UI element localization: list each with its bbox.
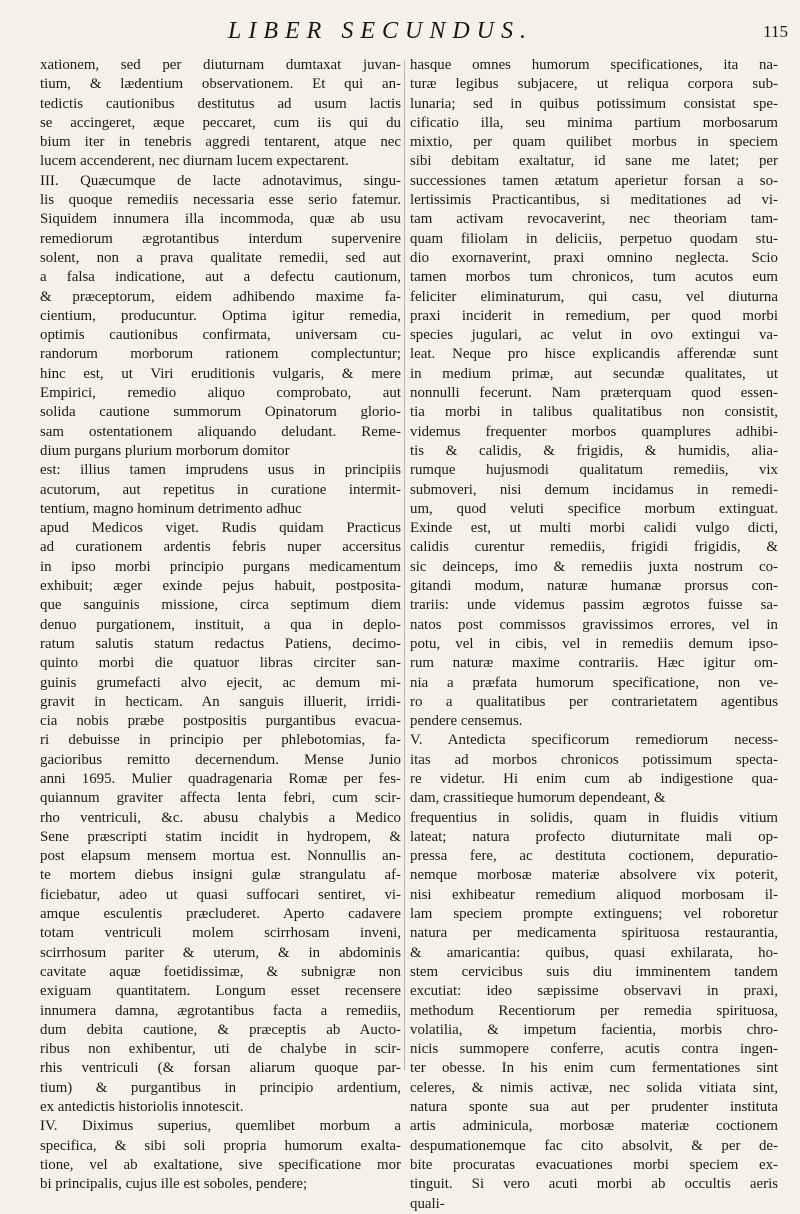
text-line: rhis ventriculi (& forsan aliarum quoque par- [40,1060,401,1077]
text-line: bium iter in tenebris aggredi tentarent, atque nec [40,134,401,151]
text-line: frequentius in solidis, quam in fluidis vitium [410,809,778,826]
text-line: optimis cautionibus confirmata, universam cu- [40,327,401,344]
text-line: tium) & purgantibus in principio ardentium, [40,1079,401,1096]
text-line: cavitate aquæ foetidissimæ, & subnigræ non [40,963,401,980]
text-line: a falsa indicatione, aut a defectu cautionum, [40,269,401,286]
text-line: tam activam revocaverint, nec theoriam tam- [410,211,778,228]
text-line: sibi debitam exaltatur, id sane me latet; per [410,153,778,170]
text-line: praxi inciderit in remedium, per quod morbi [410,307,778,324]
text-line: in medium primæ, aut secundæ qualitates, ut [410,365,778,382]
text-line: ad curationem ardentis febris nuper accersitus [40,539,401,556]
text-line: denuo purgationem, instituit, a qua in deplo- [40,616,401,633]
text-line: natura per medicamenta spirituosa restaurantia, [410,925,778,942]
text-line: tia morbi in talibus qualitatibus non consistit, [410,404,778,421]
right-text-column [410,56,778,1214]
text-line: post elapsum mensem mortua est. Nonnullis an- [40,848,401,865]
text-line: gitandi modum, naturæ humanæ prorsus con- [410,578,778,595]
text-line: tium, & lædentium observationem. Et qui an- [40,76,401,93]
text-line: & præceptorum, eidem adhibendo maxime fa- [40,288,401,305]
text-line: Siquidem innumera illa incommoda, quæ ab usu [40,211,401,228]
text-line: totam ventriculi molem scirrhosam inveni, [40,925,401,942]
text-line: nisi exhibeatur remedium aliquod morbosam il- [410,886,778,903]
text-line: ribus non exhibentur, uti de chalybe in scir- [40,1041,401,1058]
text-line: re videtur. Hi enim cum ab indigestione qua- [410,770,778,787]
text-line: ter obesse. In his enim cum fermentationes sint [410,1060,778,1077]
text-line: solent, non a prava qualitate remedii, sed aut [40,249,401,266]
running-head [38,14,788,50]
text-line: gravit in hecticam. An sanguis illuerit, irridi- [40,693,401,710]
text-line: stem cervicibus suis diu imminentem tandem [410,963,778,980]
text-line: lertissimis Practicantibus, si meditationes ad vi- [410,192,778,209]
text-line: Empirici, remedio aliquo comprobato, aut [40,385,401,402]
text-line: V. Antedicta specificorum remediorum necess- [410,732,778,749]
text-line: volatilia, & impetum facientia, morbis chro- [410,1021,778,1038]
text-line: lucem accenderent, nec diurnam lucem expectarent. [40,153,349,170]
text-line: nemque morbosæ materiæ absolvere vix poterit, [410,867,778,884]
text-line: ex antedictis historiolis innotescit. [40,1099,244,1116]
text-line: IV. Diximus superius, quemlibet morbum a [40,1118,401,1135]
text-line: remediorum ægrotantibus interdum supervenire [40,230,401,247]
text-line: leat. Neque pro hisce explicandis afferendæ sunt [410,346,778,363]
text-line: submoveri, nisi demum incidamus in remedi- [410,481,778,498]
text-line: guinis grumefacti alvo ejecit, ac demum mi- [40,674,401,691]
text-line: rho ventriculi, &c. abusu chalybis a Medico [40,809,401,826]
text-line: sic deinceps, imo & remediis juxta nostrum co- [410,558,778,575]
text-line: Sene præscripti statim incidit in hydropem, & [40,828,401,845]
text-line: tentium, magno hominum detrimento adhuc [40,500,302,517]
text-line: quali- [410,1195,445,1212]
text-line: excutiat: ideo sæpissime observavi in praxi, [410,983,778,1000]
text-line: videmus frequenter morbos quamplures adhibi- [410,423,778,440]
text-line: III. Quæcumque de lacte adnotavimus, singu- [40,172,401,189]
text-line: acutorum, aut repetitus in curatione intermit- [40,481,401,498]
text-line: ficiebatur, adeo ut quasi suffocari sentiret, vi- [40,886,401,903]
text-line: natura sponte sua aut per prudenter instituta [410,1099,778,1116]
text-line: ro a qualitatibus per contrarietatem agentibus [410,693,778,710]
text-line: cificatio illa, seu minima partium morbosarum [410,114,778,131]
text-line: tinguit. Si vero acuti morbi ab occultis aeris [410,1176,778,1193]
text-line: species jugulari, ac velut in ovo extingui va- [410,327,778,344]
text-line: tis & calidis, & frigidis, & humidis, alia- [410,442,778,459]
text-line: dum debita cautione, & præceptis ab Aucto- [40,1021,401,1038]
text-line: um, quod veluti specifice morbum extinguat. [410,500,778,517]
text-line: dam, crassitieque humorum dependeant, & [410,790,666,807]
text-line: celeres, & nimis activæ, nec solida vitiata sint, [410,1079,778,1096]
text-line: potu, vel in cibis, vel in remediis demum ipso- [410,635,778,652]
text-line: rumque hujusmodi qualitatum remediis, vix [410,462,778,479]
text-line: cientium, producuntur. Optima igitur remedia, [40,307,401,324]
text-line: exiguam quantitatem. Longum esset recensere [40,983,401,1000]
text-line: Exinde est, ut multi morbi calidi vulgo dicti, [410,520,778,537]
text-line: bite procuratas evacuationes morbi speciem ex- [410,1156,778,1173]
text-line: & amaricantia: quibus, quasi exhilarata, ho- [410,944,778,961]
text-line: mixtio, per quam quilibet morbus in speciem [410,134,778,151]
text-line: lis quoque remediis necessaria esse serio fatemur. [40,192,401,209]
text-line: tedictis cautionibus destitutus ad usum lactis [40,95,401,112]
text-line: in ipso morbi principio purgans medicamentum [40,558,401,575]
text-line: gacioribus remitto decernendum. Mense Junio [40,751,401,768]
text-line: tamen morbos tum chronicos, tum acutos eum [410,269,778,286]
text-line: amque esculentis præcluderet. Aperto cadavere [40,906,401,923]
text-line: nia a præfata humorum specificatione, non ve- [410,674,778,691]
text-line: scirrhosum pariter & uterum, & in abdominis [40,944,401,961]
text-line: calidis curentur remediis, frigidi frigidis, & [410,539,778,556]
text-line: pressa fere, ac destituta coctionem, depuratio- [410,848,778,865]
text-line: bi principalis, cujus ille est soboles, pendere; [40,1176,308,1193]
text-line: ri debuisse in principio per phlebotomias, fa- [40,732,401,749]
page-number: 115 [763,22,788,41]
running-title: LIBER SECUNDUS. [228,18,533,44]
text-line: lateat; natura profecto diuturnitate mali op- [410,828,778,845]
text-line: hinc est, ut Viri eruditionis vulgaris, & mere [40,365,401,382]
text-line: dium purgans plurium morborum domitor [40,442,290,459]
text-line: quiannum graviter affecta lenta febri, cum scir- [40,790,401,807]
text-line: cia nobis præbe postpositis purgantibus evacua- [40,713,401,730]
text-line: pendere censemus. [410,713,523,730]
text-line: tione, vel ab exaltatione, sive specificatione mor [40,1156,401,1173]
text-line: methodum Recentiorum per remedia spirituosa, [410,1002,778,1019]
text-line: que sanguinis missione, circa septimum diem [40,597,401,614]
column-divider [404,60,405,1070]
text-line: anni 1695. Mulier quadragenaria Romæ per fes- [40,770,401,787]
text-line: randorum morborum rationem complectuntur; [40,346,401,363]
text-line: se accingeret, æque peccaret, cum iis qui du [40,114,401,131]
text-line: ratum salutis statum redactus Patiens, decimo- [40,635,401,652]
text-line: nonnulli fecerunt. Nam præterquam quod essen- [410,385,778,402]
text-line: natos post commissos gravissimos errores, vel in [410,616,778,633]
text-line: quinto morbi die quatuor libras circiter san- [40,655,401,672]
text-line: itas ad morbos chronicos potissimum specta- [410,751,778,768]
text-line: sam ostentationem aliquando deludant. Reme- [40,423,401,440]
text-line: lam speciem prompte extinguens; vel roboretur [410,906,778,923]
text-line: solida cautione summorum Opinatorum glorio- [40,404,401,421]
text-line: hasque omnes humorum specificationes, ita na- [410,57,778,73]
text-line: artis adminicula, morbosæ materiæ coctionem [410,1118,778,1135]
text-line: despumationemque fac cito absolvit, & per de- [410,1137,778,1154]
left-text-column [40,56,401,1195]
text-line: te mortem diebus insigni gulæ strangulatu af- [40,867,401,884]
text-line: successiones tamen ætatum aperietur forsan a so- [410,172,778,189]
text-line: quam filiolam in deliciis, perpetuo quodam stu- [410,230,778,247]
text-line: apud Medicos viget. Rudis quidam Practicus [40,520,401,537]
text-line: trariis: unde videmus passim ægrotos fuisse sa- [410,597,778,614]
text-line: est: illius tamen imprudens usus in principiis [40,462,401,479]
text-line: exhibuit; æger exinde pejus habuit, postposita- [40,578,401,595]
text-line: lunaria; sed in quibus potissimum consistat spe- [410,95,778,112]
text-line: innumera damna, ægrotantibus facta a remediis, [40,1002,401,1019]
text-line: nicis summopere conferre, acutis contra ingen- [410,1041,778,1058]
text-line: feliciter eliminaturum, qui casu, vel diuturna [410,288,778,305]
text-line: turæ legibus subjacere, ut reliqua corpora sub- [410,76,778,93]
text-line: dio exornaverint, praxi omnino neglecta. Scio [410,249,778,266]
text-line: rum naturæ maxime contrariis. Hæc igitur om- [410,655,778,672]
text-line: xationem, sed per diuturnam dumtaxat juvan- [40,57,401,73]
text-line: specifica, & sibi soli propria humorum exalta- [40,1137,401,1154]
